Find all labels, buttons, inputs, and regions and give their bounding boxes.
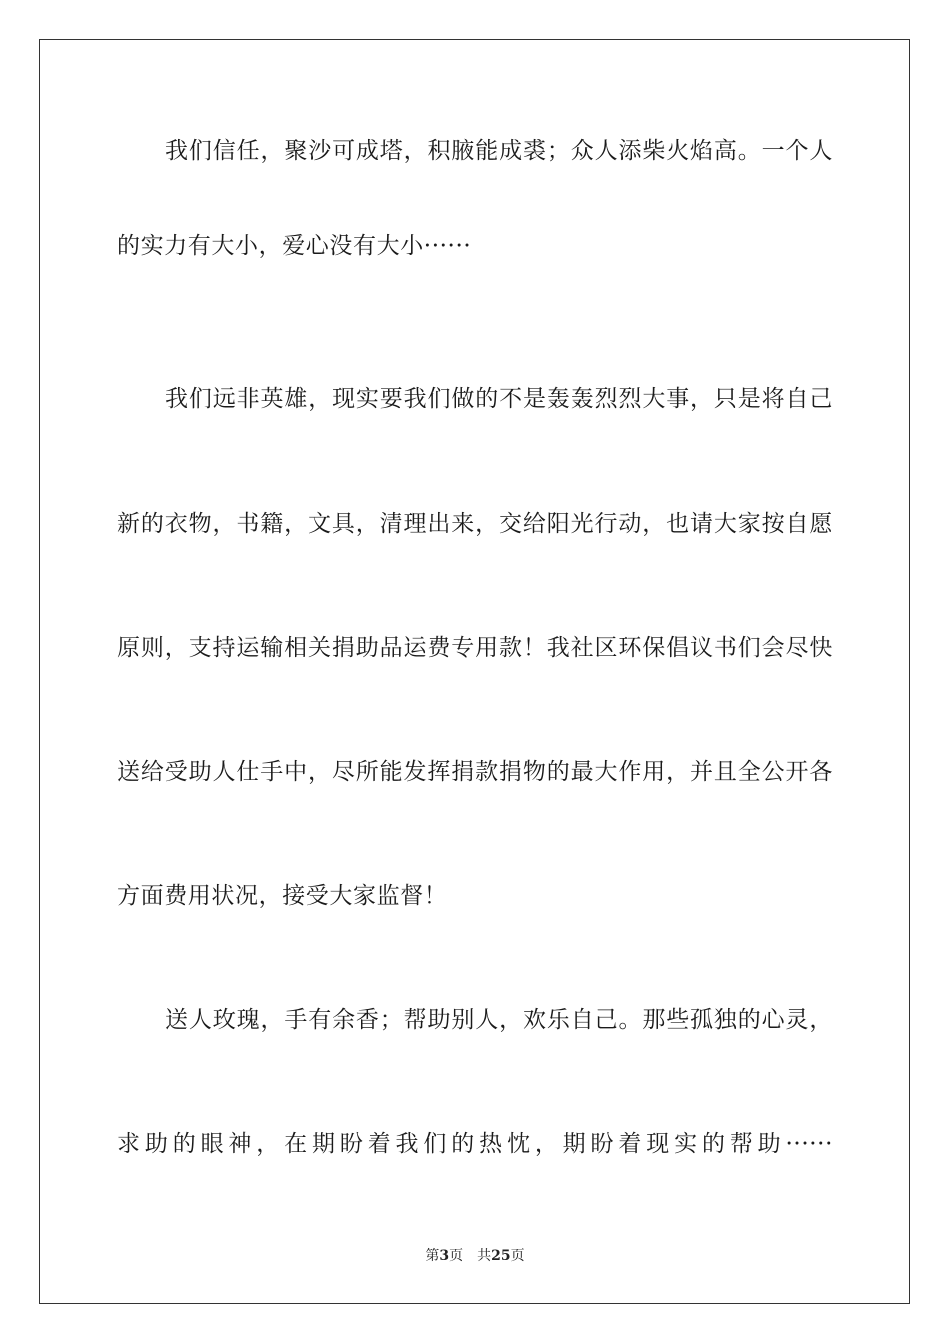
paragraph-line: 的实力有大小，爱心没有大小······ xyxy=(117,233,472,259)
paragraph-line: 求助的眼神，在期盼着我们的热忱，期盼着现实的帮助······ xyxy=(117,1131,833,1157)
paragraph-line: 送给受助人仕手中，尽所能发挥捐款捐物的最大作用，并且全公开各 xyxy=(117,759,833,785)
paragraph-line: 送人玫瑰，手有余香；帮助别人，欢乐自己。那些孤独的心灵， xyxy=(165,1007,833,1033)
paragraph-line: 新的衣物，书籍，文具，清理出来，交给阳光行动，也请大家按自愿 xyxy=(117,511,833,537)
paragraph-line: 原则，支持运输相关捐助品运费专用款！我社区环保倡议书们会尽快 xyxy=(117,635,833,661)
paragraph-line: 方面费用状况，接受大家监督！ xyxy=(117,883,448,909)
total-pages: 25 xyxy=(491,1248,511,1264)
page-suffix: 页 xyxy=(449,1248,464,1264)
page-prefix: 第 xyxy=(425,1248,440,1264)
total-prefix: 共 xyxy=(477,1248,492,1264)
paragraph-line: 我们信任，聚沙可成塔，积腋能成裘；众人添柴火焰高。一个人 xyxy=(165,138,833,164)
total-suffix: 页 xyxy=(510,1248,525,1264)
page-footer xyxy=(0,1247,950,1265)
page-number: 3 xyxy=(439,1248,450,1264)
paragraph-line: 我们远非英雄，现实要我们做的不是轰轰烈烈大事，只是将自己 xyxy=(165,386,833,412)
page-border xyxy=(39,39,910,1304)
